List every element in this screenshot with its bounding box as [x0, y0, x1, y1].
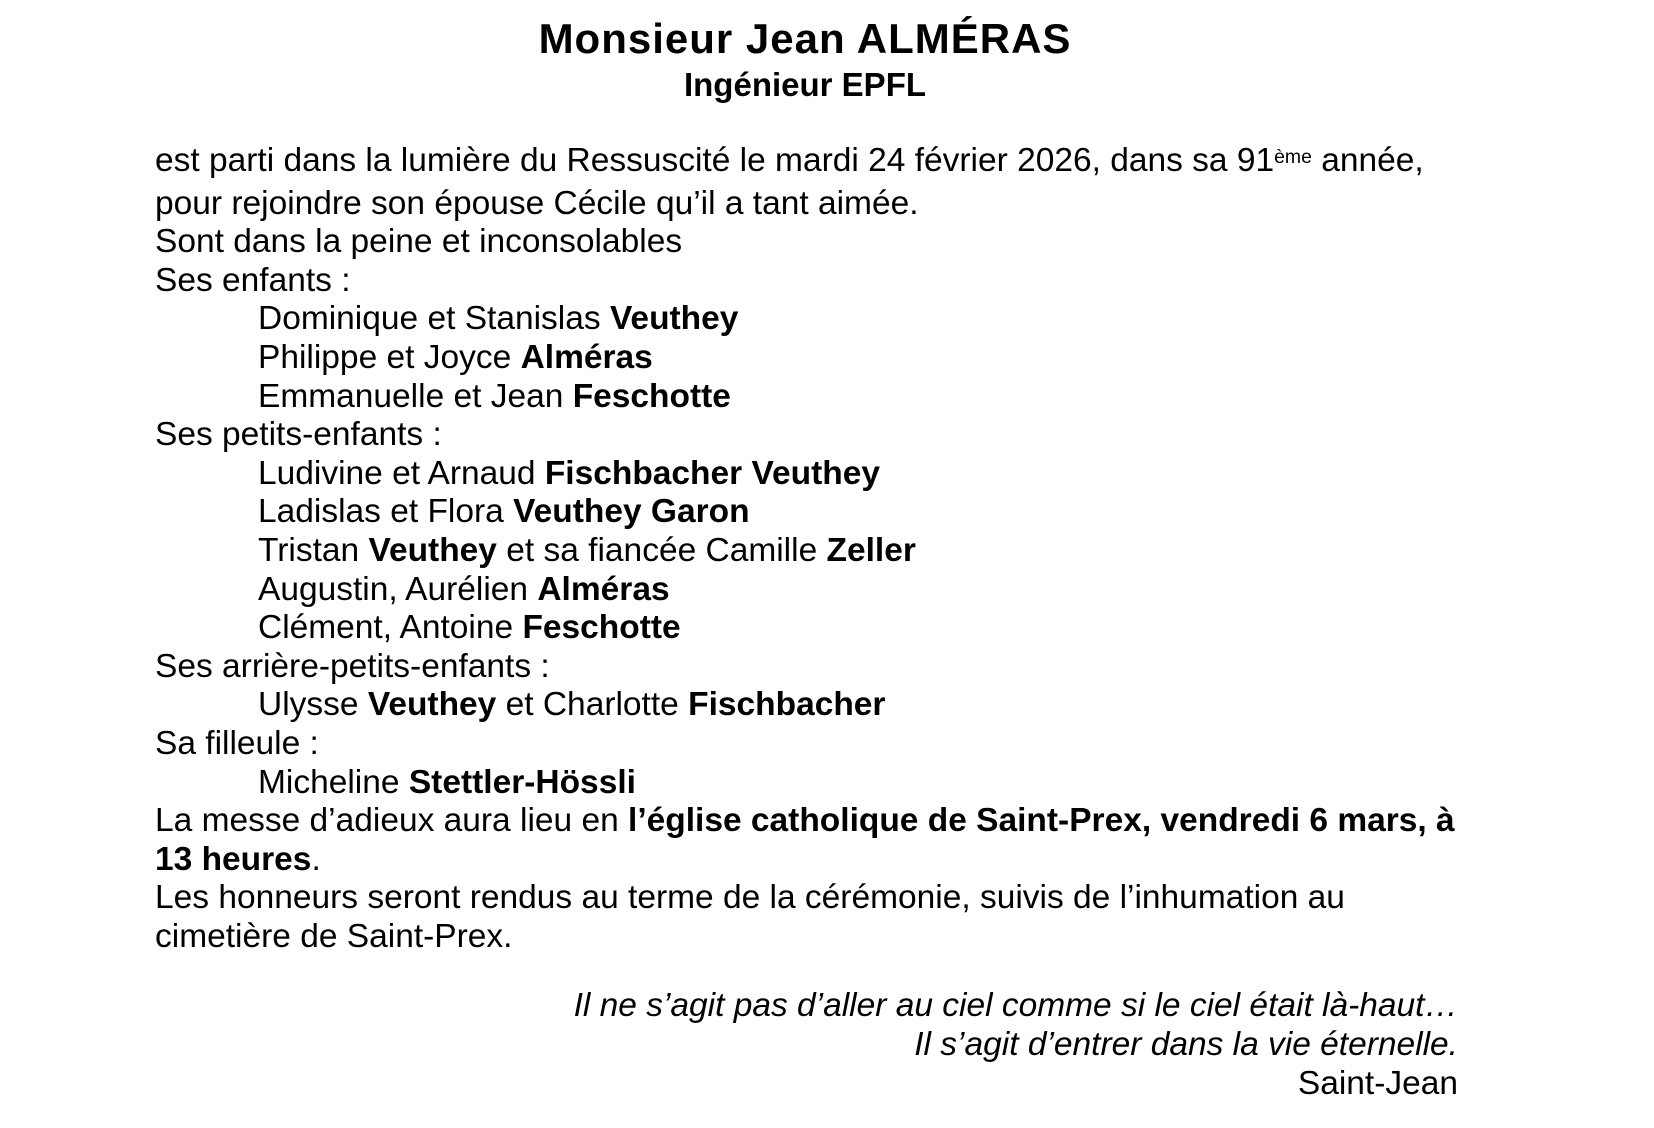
body-line-14 [155, 648, 1458, 687]
body-line-12 [155, 571, 1458, 610]
body-line-17 [155, 764, 1458, 803]
body-line-4 [155, 262, 1458, 301]
family-name: Alméras [537, 570, 670, 608]
announcement-body [155, 142, 1458, 956]
quote-line-2: Il s’agit d’entrer dans la vie éternelle. [914, 1026, 1458, 1064]
text-segment: Ses enfants : [155, 261, 351, 299]
family-name: l’église catholique de Saint-Prex, vendredi 6 mars, à [628, 802, 1455, 840]
deceased-profession: Ingénieur EPFL [683, 66, 927, 103]
deceased-name: Monsieur Jean ALMÉRAS [538, 15, 1072, 62]
body-line-8 [155, 416, 1458, 455]
text-segment: Clément, Antoine [258, 609, 523, 647]
family-name: Veuthey Garon [513, 493, 750, 531]
body-line-21 [155, 918, 1458, 957]
body-line-19 [155, 841, 1458, 880]
text-segment: La messe d’adieux aura lieu en [155, 802, 629, 840]
text-segment: cimetière de Saint-Prex. [155, 917, 513, 955]
family-name: Feschotte [572, 377, 731, 415]
body-line-15 [155, 686, 1458, 725]
family-name: Veuthey [609, 300, 739, 338]
text-segment: pour rejoindre son épouse Cécile qu’il a tant aimée. [155, 184, 919, 222]
ordinal-superscript: ème [1274, 145, 1312, 168]
body-line-9 [155, 455, 1458, 494]
text-segment: Emmanuelle et Jean [258, 377, 573, 415]
body-line-3 [155, 223, 1458, 262]
header [0, 0, 1610, 106]
body-line-20 [155, 879, 1458, 918]
family-name: Feschotte [522, 609, 681, 647]
text-segment: Sont dans la peine et inconsolables [155, 223, 683, 261]
family-name: Veuthey [368, 531, 497, 569]
text-segment: et sa fiancée Camille [496, 531, 827, 569]
body-line-13 [155, 609, 1458, 648]
quote-attribution: Saint-Jean [1297, 1064, 1458, 1102]
text-segment: Sa filleule : [155, 724, 319, 762]
family-name: Fischbacher [688, 686, 886, 724]
quote-line-1: Il ne s’agit pas d’aller au ciel comme si le ciel était là-haut… [573, 987, 1458, 1025]
family-name: Fischbacher Veuthey [544, 454, 880, 492]
family-name: Veuthey [367, 686, 497, 724]
text-segment: Ulysse [258, 686, 368, 724]
text-segment: Tristan [258, 531, 369, 569]
text-segment: année, [1311, 142, 1424, 179]
text-segment: Philippe et Joyce [258, 338, 521, 376]
body-line-6 [155, 339, 1458, 378]
text-segment: Ludivine et Arnaud [258, 454, 545, 492]
body-line-2 [155, 185, 1458, 224]
body-line-11 [155, 532, 1458, 571]
family-name: Alméras [520, 338, 653, 376]
memorial-quote [155, 987, 1458, 1103]
body-line-18 [155, 802, 1458, 841]
body-line-1 [155, 142, 1458, 185]
text-segment: et Charlotte [496, 686, 689, 724]
text-segment: Ses petits-enfants : [155, 416, 442, 454]
body-line-16 [155, 725, 1458, 764]
text-segment: . [311, 840, 321, 878]
body-line-7 [155, 378, 1458, 417]
text-segment: Ses arrière-petits-enfants : [155, 647, 550, 685]
text-segment: Dominique et Stanislas [258, 300, 610, 338]
family-name: Stettler-Hössli [408, 763, 636, 801]
family-name: 13 heures [155, 840, 312, 878]
text-segment: Ladislas et Flora [258, 493, 514, 531]
text-segment: est parti dans la lumière du Ressuscité le mardi 24 février 2026, dans sa 91 [155, 142, 1275, 179]
body-line-5 [155, 300, 1458, 339]
text-segment: Augustin, Aurélien [258, 570, 538, 608]
family-name: Zeller [826, 531, 916, 569]
body-line-10 [155, 493, 1458, 532]
text-segment: Micheline [258, 763, 409, 801]
text-segment: Les honneurs seront rendus au terme de la cérémonie, suivis de l’inhumation au [155, 879, 1345, 917]
